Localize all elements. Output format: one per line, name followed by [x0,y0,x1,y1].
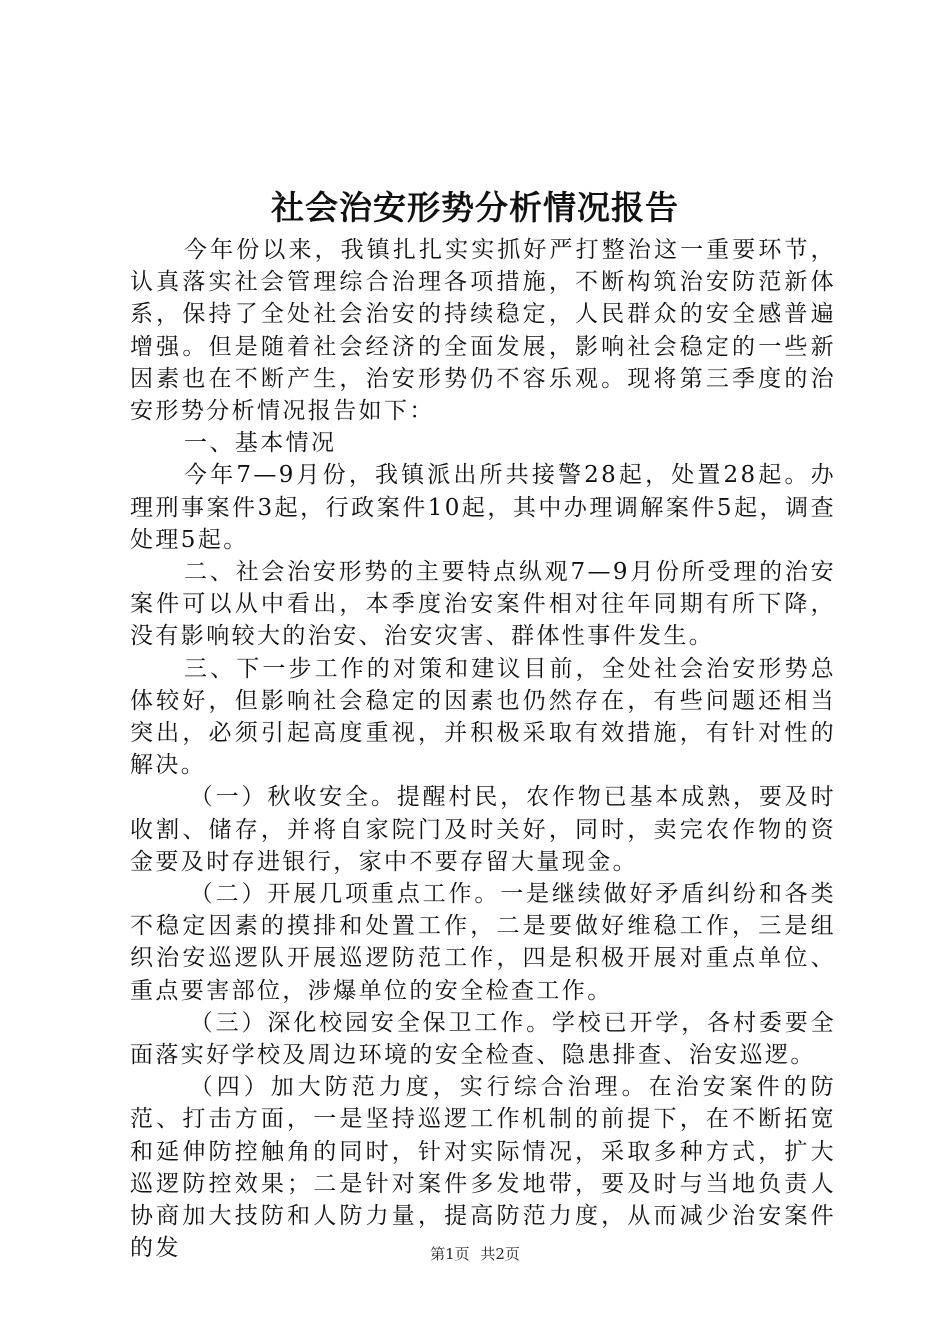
page-total: 共2页 [480,1245,520,1263]
page-number: 第1页 [430,1245,470,1263]
section-heading-basic: 一、基本情况 [184,430,337,457]
paragraph-basic-situation: 今年7—9月份，我镇派出所共接警28起，处置28起。办理刑事案件3起，行政案件10起，其中办理调解案件5起，调查处理5起。 [130,462,836,553]
document-title: 社会治安形势分析情况报告 [271,188,679,227]
document-body [130,234,836,1265]
paragraph-next-steps: 三、下一步工作的对策和建议目前，全处社会治安形势总体较好，但影响社会稳定的因素也仍然存在，有些问题还相当突出，必须引起高度重视，并积极采取有效措施，有针对性的解决。 [130,655,836,779]
paragraph-item-2: （二）开展几项重点工作。一是继续做好矛盾纠纷和各类不稳定因素的摸排和处置工作，二是要做好维稳工作，三是组织治安巡逻队开展巡逻防范工作，四是积极开展对重点单位、重点要害部位，涉爆单位的安全检查工作。 [130,881,836,1004]
paragraph-item-1: （一）秋收安全。提醒村民，农作物已基本成熟，要及时收割、储存，并将自家院门及时关好，同时，卖完农作物的资金要及时存进银行，家中不要存留大量现金。 [130,784,836,875]
page-footer [0,1244,950,1264]
paragraph-item-3: （三）深化校园安全保卫工作。学校已开学，各村委要全面落实好学校及周边环境的安全检查、隐患排查、治安巡逻。 [130,1009,836,1069]
paragraph-main-features: 二、社会治安形势的主要特点纵观7—9月份所受理的治安案件可以从中看出，本季度治安案件相对往年同期有所下降，没有影响较大的治安、治安灾害、群体性事件发生。 [130,559,836,650]
paragraph-item-4: （四）加大防范力度，实行综合治理。在治安案件的防范、打击方面，一是坚持巡逻工作机制的前提下，在不断拓宽和延伸防控触角的同时，针对实际情况，采取多种方式，扩大巡逻防控效果；二是针对案件多发地带，要及时与当地负责人协商加大技防和人防力量，提高防范力度，从而减少治安案件的发 [130,1074,836,1262]
paragraph-intro: 今年份以来，我镇扎扎实实抓好严打整治这一重要环节，认真落实社会管理综合治理各项措施，不断构筑治安防范新体系，保持了全处社会治安的持续稳定，人民群众的安全感普遍增强。但是随着社会经济的全面发展，影响社会稳定的一些新因素也在不断产生，治安形势仍不容乐观。现将第三季度的治安形势分析情况报告如下： [130,237,836,425]
